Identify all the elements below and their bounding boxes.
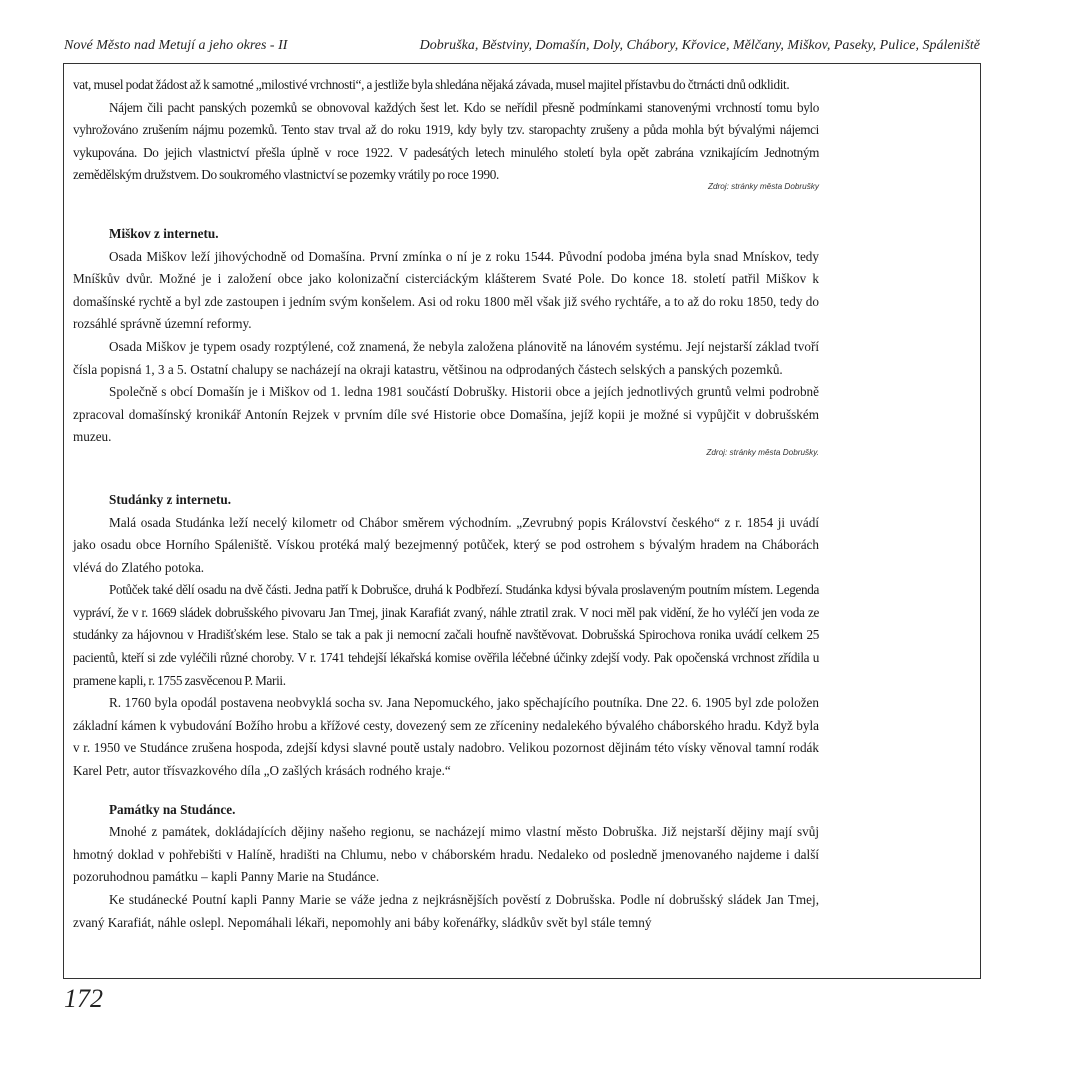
studanky-paragraph-2: Potůček také dělí osadu na dvě části. Jedna patří k Dobrušce, druhá k Podbřezí. Studánka kdysi bývala proslaveným poutním místem. Legenda vypráví, že v r. 1669 sládek dobrušského pivovaru Jan Tmej, jinak Karafiát zvaný, náhle ztratil zrak. V noci měl pak vidění, že ho vyléčí jen voda ze studánky za hájovnou v Hradišťském lese. Stalo se tak a pak ji nemocní začali houfně navštěvovat. Dobrušská Spirochova ronika uvádí celkem 25 pacientů, kteří si zde vyléčili různé choroby. V r. 1741 tehdejší lékařská komise ověřila léčebné účinky zdejší vody. Pak opočenská vrchnost zřídila u pramene kapli, r. 1755 zasvěcenou P. Marii.: [73, 582, 819, 688]
intro-paragraph-2: Nájem čili pacht panských pozemků se obnovoval každých šest let. Kdo se neřídil přesně podmínkami stanovenými vrchností tomu bylo vyhrožováno zrušením nájmu pozemků. Tento stav trval až do roku 1919, kdy byly tzv. staropachty zrušeny a půda mohla být bývalými nájemci vykupována. Do jejich vlastnictví přešla úplně v roce 1922. V padesátých letech minulého století byla opět zabrána vznikajícím Jednotným zemědělským družstvem. Do soukromého vlastnictví se pozemky vrátily po roce 1990.: [73, 99, 819, 183]
miskov-source-note: Zdroj: stránky města Dobrušky.: [706, 447, 819, 457]
page-number: 172: [64, 984, 103, 1013]
header-chapter-places: Dobruška, Běstviny, Domašín, Doly, Chábory, Křovice, Mělčany, Miškov, Paseky, Pulice, Spáleniště: [419, 38, 980, 53]
pamatky-paragraph-2: Ke studánecké Poutní kapli Panny Marie se váže jedna z nejkrásnějších pověstí z Dobrušska. Podle ní dobrušský sládek Jan Tmej, zvaný Karafiát, náhle oslepl. Nepomáhali lékaři, nepomohly ani báby kořenářky, sládkův svět byl stále temný: [73, 892, 819, 930]
main-text-column: [73, 74, 819, 934]
pamatky-paragraph-1: Mnohé z památek, dokládajících dějiny našeho regionu, se nacházejí mimo vlastní město Dobruška. Již nejstarší dějiny mají svůj hmotný doklad v pohřebišti v Halíně, hradišti na Chlumu, nebo v cháborském hradu. Nedaleko od posledně jmenovaného najdeme i další pozoruhodnou památku – kapli Panny Marie na Studánce.: [73, 824, 819, 885]
section-title-miskov: Miškov z internetu.: [109, 225, 219, 241]
studanky-paragraph-3: R. 1760 byla opodál postavena neobvyklá socha sv. Jana Nepomuckého, jako spěchajícího poutníka. Dne 22. 6. 1905 byl zde položen základní kámen k vybudování Božího hrobu a křížové cesty, dovezený sem ze zříceniny nedalekého bývalého cháborského hradu. Když byla v r. 1950 ve Studánce zrušena hospoda, zdejší kdysi slavné poutě ustaly nadobro. Velikou pozornost dějinám této vísky věnoval tamní rodák Karel Petr, autor třísvazkového díla „O zašlých krásách rodného kraje.“: [73, 695, 819, 779]
section-title-pamatky: Památky na Studánce.: [109, 801, 236, 817]
miskov-paragraph-1: Osada Miškov leží jihovýchodně od Domašína. První zmínka o ní je z roku 1544. Původní podoba jména byla snad Mnískov, tedy Mníškův dvůr. Možné je i založení obce jako kolonizační cisterciáckým klášterem Svaté Pole. Do konce 18. století patřil Miškov k domašínské rychtě a byl zde zastoupen i jedním svým konšelem. Asi od roku 1800 měl však již svého rychtáře, a to až do roku 1850, tedy do rozsáhlé správně územní reformy.: [73, 248, 819, 332]
header-book-title: Nové Město nad Metují a jeho okres - II: [64, 38, 288, 53]
section-title-studanky: Studánky z internetu.: [109, 491, 232, 507]
miskov-paragraph-2: Osada Miškov je typem osady rozptýlené, což znamená, že nebyla založena plánovitě na lánovém systému. Její nejstarší základ tvoří čísla popisná 1, 3 a 5. Ostatní chalupy se nacházejí na okraji katastru, většinou na odprodaných částech selských a panských pozemků.: [73, 338, 819, 377]
running-header: [64, 38, 980, 54]
intro-source-note: Zdroj: stránky města Dobrušky: [707, 181, 819, 191]
studanky-paragraph-1: Malá osada Studánka leží necelý kilometr od Chábor směrem východním. „Zevrubný popis Království českého“ z r. 1854 ji uvádí jako osadu obce Horního Spáleniště. Vískou protéká malý bezejmenný potůček, který se pod ostrohem s bývalým hradem na Cháborách vlévá do Zlatého potoka.: [73, 514, 819, 575]
intro-paragraph-1: vat, musel podat žádost až k samotné „milostivé vrchnosti“, a jestliže byla shledána nějaká závada, musel majitel přístavbu do čtrnácti dnů odklidit.: [73, 77, 790, 92]
miskov-paragraph-3: Společně s obcí Domašín je i Miškov od 1. ledna 1981 součástí Dobrušky. Historii obce a jejích jednotlivých gruntů velmi podrobně zpracoval domašínský kronikář Antonín Rejzek v prvním díle své Historie obce Domašína, jejíž kopii je možné si vypůjčit v dobrušském muzeu.: [73, 384, 819, 445]
